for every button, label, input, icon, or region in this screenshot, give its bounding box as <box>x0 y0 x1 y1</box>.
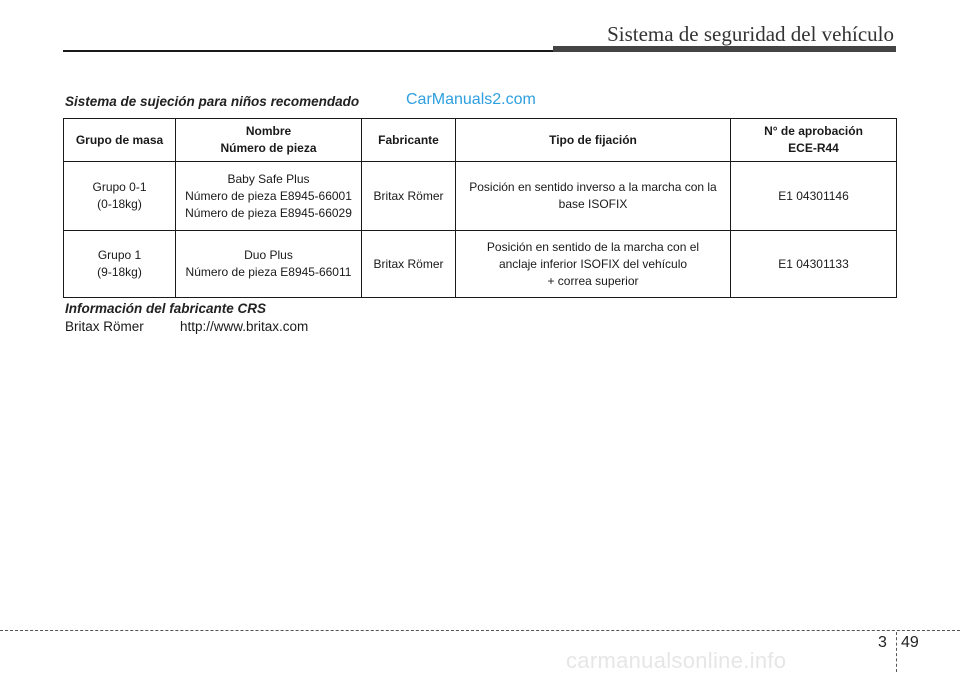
cell-approval: E1 04301133 <box>731 231 897 298</box>
cell-manufacturer: Britax Römer <box>362 231 456 298</box>
manufacturer-name: Britax Römer <box>65 319 144 334</box>
cell-fixation-type: Posición en sentido inverso a la marcha con la base ISOFIX <box>456 162 731 231</box>
header-rule-thick <box>553 46 896 52</box>
section-title: Sistema de sujeción para niños recomendado <box>65 94 360 109</box>
cell-fixation-type: Posición en sentido de la marcha con el anclaje inferior ISOFIX del vehículo + correa superior <box>456 231 731 298</box>
table-row <box>64 231 897 298</box>
footer-divider <box>0 630 960 631</box>
header-cell-manufacturer: Fabricante <box>362 119 456 162</box>
header-cell-name-part: Nombre Número de pieza <box>176 119 362 162</box>
page-number: 49 <box>901 634 919 651</box>
chapter-number: 3 <box>878 634 887 651</box>
header-cell-mass-group: Grupo de masa <box>64 119 176 162</box>
page-header-title: Sistema de seguridad del vehículo <box>607 22 894 46</box>
header-rule-thin <box>63 50 553 52</box>
cell-name-part: Duo Plus Número de pieza E8945-66011 <box>176 231 362 298</box>
header-cell-fixation-type: Tipo de fijación <box>456 119 731 162</box>
cell-name-part: Baby Safe Plus Número de pieza E8945-66001 Número de pieza E8945-66029 <box>176 162 362 231</box>
watermark-logo[interactable]: CarManuals2.com <box>406 91 536 108</box>
cell-mass-group: Grupo 0-1 (0-18kg) <box>64 162 176 231</box>
cell-manufacturer: Britax Römer <box>362 162 456 231</box>
child-restraint-table <box>63 118 897 298</box>
cell-approval: E1 04301146 <box>731 162 897 231</box>
cell-mass-group: Grupo 1 (9-18kg) <box>64 231 176 298</box>
manufacturer-info-title: Información del fabricante CRS <box>65 301 267 316</box>
page-number-separator <box>896 632 897 672</box>
header-cell-approval: N° de aprobación ECE-R44 <box>731 119 897 162</box>
table-row <box>64 162 897 231</box>
table-header-row <box>64 119 897 162</box>
manufacturer-url[interactable]: http://www.britax.com <box>180 319 309 334</box>
footer-watermark: carmanualsonline.info <box>566 648 787 673</box>
